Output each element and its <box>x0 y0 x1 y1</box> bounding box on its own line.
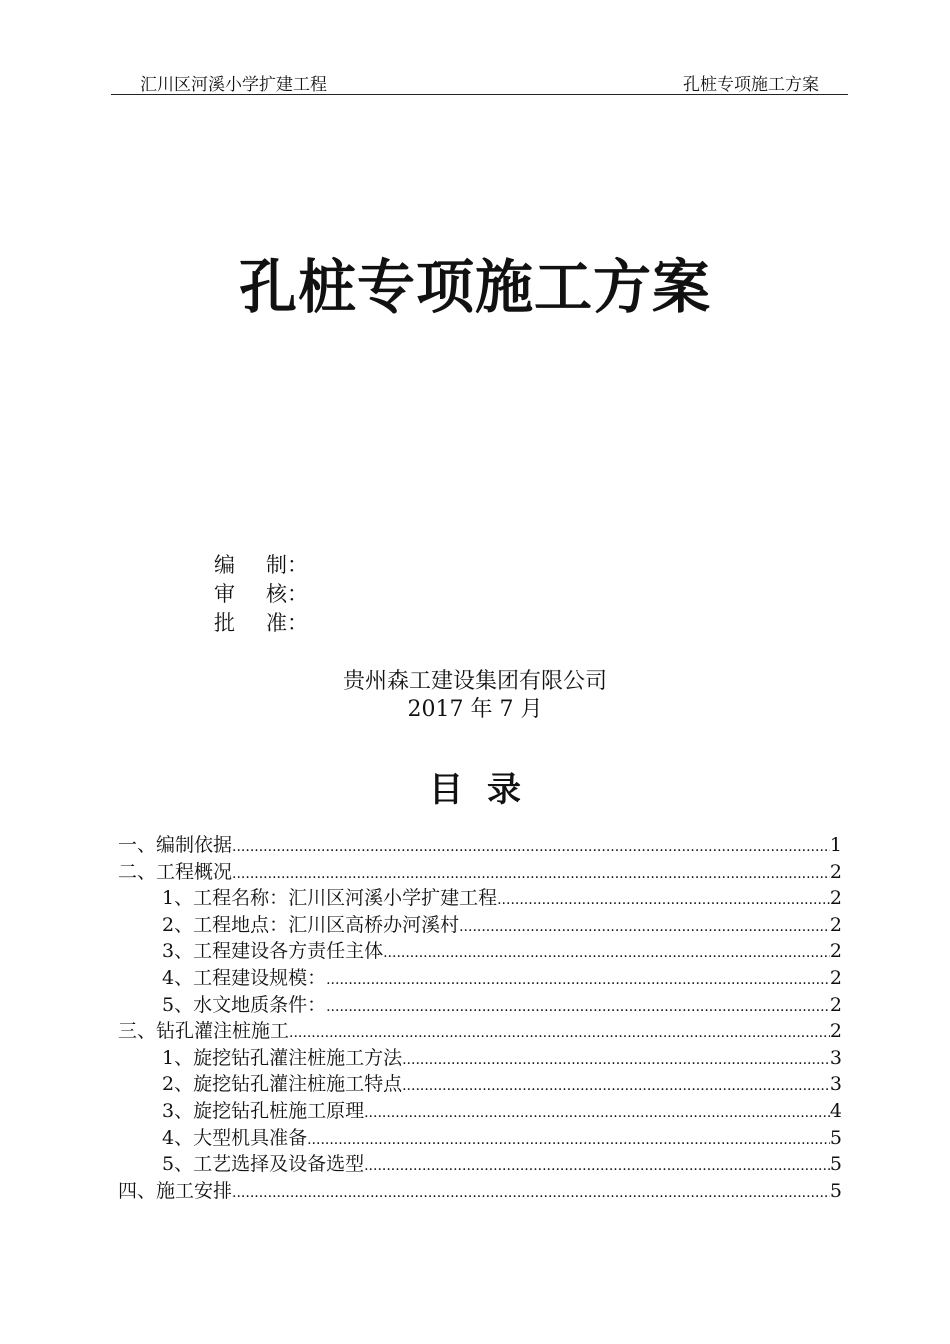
header-document-name: 孔桩专项施工方案 <box>683 75 819 95</box>
sign-row-approve <box>214 609 308 638</box>
toc-leader-dots <box>232 861 830 888</box>
toc-entry[interactable] <box>118 1125 842 1152</box>
toc-entry-text: 4、大型机具准备 <box>162 1126 308 1149</box>
toc-entry-text: 三、钻孔灌注桩施工 <box>118 1020 290 1043</box>
toc-entry[interactable] <box>118 1018 842 1045</box>
toc-title: 目录 <box>429 770 545 810</box>
sign-label-char1: 编 <box>214 553 235 577</box>
toc-entry-text: 1、工程名称：汇川区河溪小学扩建工程 <box>162 887 498 910</box>
toc-entry[interactable] <box>118 832 842 859</box>
toc-entry[interactable] <box>118 859 842 886</box>
sign-row-review <box>214 580 308 609</box>
toc-entry-text: 1、旋挖钻孔灌注桩施工方法 <box>162 1046 403 1069</box>
toc-entry[interactable] <box>118 1071 842 1098</box>
toc-leader-dots <box>383 940 830 967</box>
toc-entry[interactable] <box>118 1178 842 1205</box>
sign-row-compile <box>214 551 308 580</box>
toc-leader-dots <box>459 914 830 941</box>
toc-entry-page: 5 <box>829 1179 842 1202</box>
toc-leader-dots <box>307 1127 830 1154</box>
toc-entry-text: 2、旋挖钻孔灌注桩施工特点 <box>162 1073 403 1096</box>
toc-entry-text: 3、工程建设各方责任主体 <box>162 940 384 963</box>
toc-entry-text: 4、工程建设规模： <box>162 966 327 989</box>
toc-entry[interactable] <box>118 965 842 992</box>
toc-entry-page: 2 <box>829 860 842 883</box>
toc-entry[interactable] <box>118 992 842 1019</box>
page-header <box>111 66 848 95</box>
document-title: 孔桩专项施工方案 <box>238 253 711 321</box>
toc-leader-dots <box>232 1180 830 1207</box>
toc-entry-page: 1 <box>829 834 842 856</box>
toc-entry-page: 2 <box>829 887 842 910</box>
toc-entry-text: 2、工程地点：汇川区高桥办河溪村 <box>162 913 460 936</box>
toc-entry[interactable] <box>118 1045 842 1072</box>
toc-leader-dots <box>497 887 830 914</box>
table-of-contents <box>118 832 842 1204</box>
sign-label-char1: 批 <box>214 611 235 635</box>
toc-entry-page: 3 <box>829 1046 842 1069</box>
toc-entry-text: 二、工程概况 <box>118 860 233 883</box>
company-name: 贵州森工建设集团有限公司 <box>342 669 607 694</box>
toc-leader-dots <box>289 1020 830 1047</box>
toc-leader-dots <box>364 1100 830 1127</box>
sign-label-char2: 准： <box>266 611 308 635</box>
signature-block <box>214 551 308 638</box>
sign-label-char2: 核： <box>266 582 308 606</box>
toc-leader-dots <box>364 1153 830 1180</box>
toc-entry-text: 四、施工安排 <box>118 1179 233 1202</box>
toc-leader-dots <box>326 967 830 994</box>
toc-entry-page: 3 <box>829 1073 842 1096</box>
toc-entry-page: 2 <box>829 993 842 1016</box>
toc-entry-page: 4 <box>829 1099 842 1122</box>
toc-leader-dots <box>326 994 830 1021</box>
toc-entry-text: 5、工艺选择及设备选型 <box>162 1153 365 1176</box>
toc-entry-page: 2 <box>829 913 842 936</box>
toc-entry[interactable] <box>118 938 842 965</box>
toc-entry-text: 一、编制依据 <box>118 834 233 856</box>
toc-leader-dots <box>232 834 830 861</box>
toc-entry-page: 2 <box>829 966 842 989</box>
toc-entry[interactable] <box>118 885 842 912</box>
sign-label-char2: 制： <box>266 553 308 577</box>
toc-entry[interactable] <box>118 912 842 939</box>
toc-leader-dots <box>402 1047 830 1074</box>
toc-entry-page: 2 <box>829 1020 842 1043</box>
toc-entry-text: 5、水文地质条件： <box>162 993 327 1016</box>
sign-label-char1: 审 <box>214 582 235 606</box>
toc-entry-page: 2 <box>829 940 842 963</box>
toc-entry[interactable] <box>118 1098 842 1125</box>
toc-entry[interactable] <box>118 1151 842 1178</box>
toc-leader-dots <box>402 1073 830 1100</box>
toc-entry-text: 3、旋挖钻孔桩施工原理 <box>162 1099 365 1122</box>
toc-entry-page: 5 <box>829 1126 842 1149</box>
header-project-name: 汇川区河溪小学扩建工程 <box>140 75 327 95</box>
toc-entry-page: 5 <box>829 1153 842 1176</box>
document-date: 2017 年 7 月 <box>407 697 543 722</box>
